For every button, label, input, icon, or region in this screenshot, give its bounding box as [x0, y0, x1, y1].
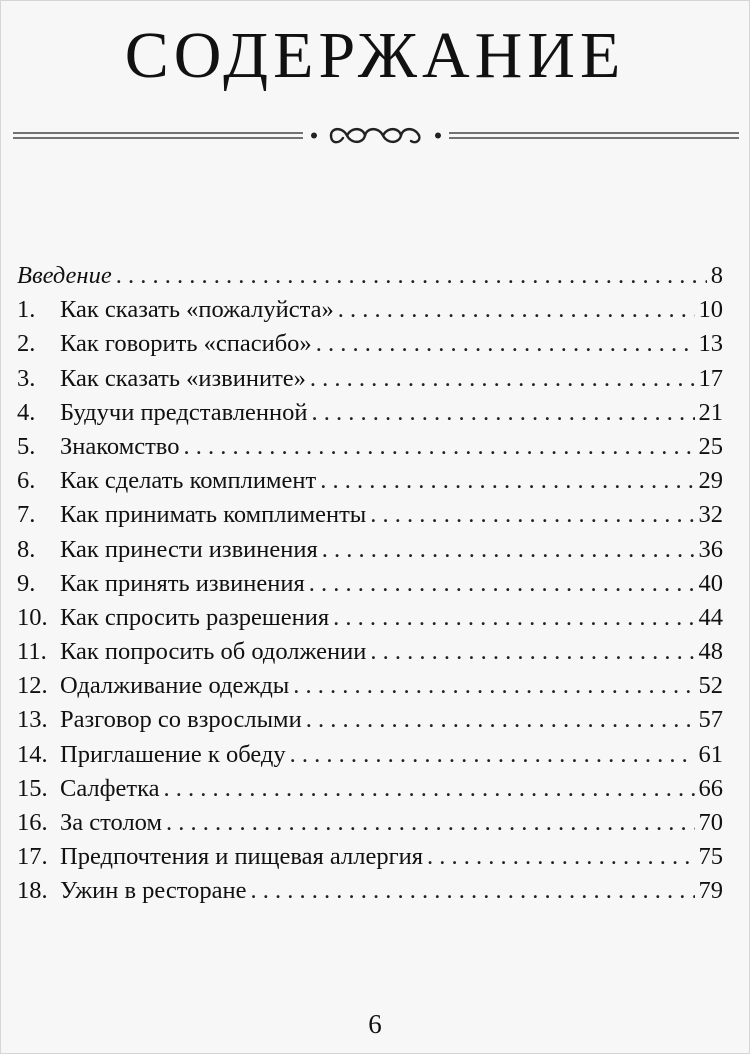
toc-item-page: 52	[698, 672, 723, 700]
toc-item[interactable]	[17, 772, 723, 806]
toc-item-page: 10	[698, 296, 723, 324]
table-of-contents	[17, 259, 723, 909]
toc-item-label: Как сказать «извините»	[60, 364, 306, 392]
toc-item-number: 3.	[17, 364, 36, 392]
dot-leader	[310, 362, 695, 396]
toc-item-number: 10.	[17, 603, 48, 631]
toc-item-page: 66	[698, 774, 723, 802]
toc-item-number: 17.	[17, 843, 48, 871]
toc-item[interactable]	[17, 362, 723, 396]
toc-item-label: Разговор со взрослыми	[60, 706, 302, 734]
dot-leader	[370, 635, 694, 669]
toc-item-number: 2.	[17, 330, 36, 358]
toc-item-number: 6.	[17, 467, 36, 495]
toc-item-page: 32	[698, 501, 723, 529]
toc-item[interactable]	[17, 806, 723, 840]
dot-leader	[251, 874, 695, 908]
toc-item[interactable]	[17, 464, 723, 498]
toc-item-number: 18.	[17, 877, 48, 905]
toc-item-page: 21	[698, 398, 723, 426]
toc-item-number: 5.	[17, 432, 36, 460]
toc-item-label: Будучи представленной	[60, 398, 308, 426]
toc-item-label: Ужин в ресторане	[60, 877, 247, 905]
toc-item-number: 15.	[17, 774, 48, 802]
dot-leader	[116, 259, 707, 293]
toc-item-page: 36	[698, 535, 723, 563]
toc-item[interactable]	[17, 567, 723, 601]
toc-item-page: 57	[698, 706, 723, 734]
toc-item-page: 13	[698, 330, 723, 358]
toc-item-label: Знакомство	[60, 432, 180, 460]
toc-item-label: Как попросить об одолжении	[60, 638, 367, 666]
toc-item-number: 13.	[17, 706, 48, 734]
toc-item-label: Как принимать комплименты	[60, 501, 367, 529]
toc-item-number: 4.	[17, 398, 36, 426]
dot-leader	[293, 669, 694, 703]
toc-item[interactable]	[17, 396, 723, 430]
toc-item-label: За столом	[60, 809, 162, 836]
toc-item-label: Как говорить «спасибо»	[60, 330, 312, 358]
dot-leader	[312, 396, 695, 430]
dot-leader	[309, 567, 695, 601]
toc-item-label: Как принять извинения	[60, 569, 305, 597]
page-title: СОДЕРЖАНИЕ	[124, 19, 626, 92]
dot-leader	[306, 703, 695, 737]
scroll-flourish-icon	[13, 121, 739, 151]
toc-item-page: 44	[698, 603, 723, 631]
toc-item[interactable]	[17, 293, 723, 327]
toc-item-page: 48	[698, 638, 723, 666]
toc-item[interactable]	[17, 669, 723, 703]
toc-item-label: Введение	[17, 262, 112, 289]
toc-item-label: Приглашение к обеду	[60, 740, 286, 768]
toc-item-page: 25	[698, 432, 723, 460]
page-number: 6	[368, 1009, 382, 1039]
dot-leader	[166, 806, 695, 840]
toc-item-label: Одалживание одежды	[60, 672, 290, 700]
dot-leader	[183, 430, 694, 464]
dot-leader	[370, 498, 694, 532]
toc-item-page: 17	[698, 364, 723, 392]
toc-item-page: 79	[698, 877, 723, 905]
toc-item[interactable]	[17, 498, 723, 532]
toc-item-label: Как спросить разрешения	[60, 603, 330, 631]
dot-leader	[333, 601, 694, 635]
toc-item[interactable]	[17, 430, 723, 464]
toc-item[interactable]	[17, 840, 723, 874]
toc-item-number: 11.	[17, 638, 47, 666]
toc-item[interactable]	[17, 874, 723, 908]
toc-item[interactable]	[17, 703, 723, 737]
toc-item[interactable]	[17, 738, 723, 772]
toc-item-label: Предпочтения и пищевая аллергия	[60, 843, 424, 871]
toc-item-page: 29	[698, 467, 723, 495]
toc-item-label: Как сказать «пожалуйста»	[60, 296, 334, 324]
toc-item[interactable]	[17, 635, 723, 669]
toc-item-number: 12.	[17, 672, 48, 700]
dot-leader	[320, 464, 694, 498]
toc-item[interactable]	[17, 327, 723, 361]
toc-item-page: 75	[698, 843, 723, 871]
toc-item-number: 9.	[17, 569, 36, 597]
toc-item-number: 8.	[17, 535, 36, 563]
dot-leader	[290, 738, 695, 772]
toc-item[interactable]	[17, 533, 723, 567]
toc-item-number: 7.	[17, 501, 36, 529]
toc-item-intro[interactable]	[17, 259, 723, 293]
toc-item-page: 70	[698, 809, 723, 836]
dot-leader	[316, 327, 695, 361]
toc-item-label: Как сделать комплимент	[60, 467, 317, 495]
toc-item-number: 14.	[17, 740, 48, 768]
dot-leader	[164, 772, 695, 806]
dot-leader	[338, 293, 695, 327]
toc-item-page: 40	[698, 569, 723, 597]
toc-item-page: 61	[698, 740, 723, 768]
toc-item-number: 1.	[17, 296, 36, 324]
toc-item-label: Как принести извинения	[60, 535, 318, 563]
toc-item[interactable]	[17, 601, 723, 635]
dot-leader	[322, 533, 695, 567]
toc-item-page: 8	[710, 262, 723, 289]
toc-item-label: Салфетка	[60, 774, 160, 802]
toc-item-number: 16.	[17, 809, 48, 836]
dot-leader	[427, 840, 694, 874]
